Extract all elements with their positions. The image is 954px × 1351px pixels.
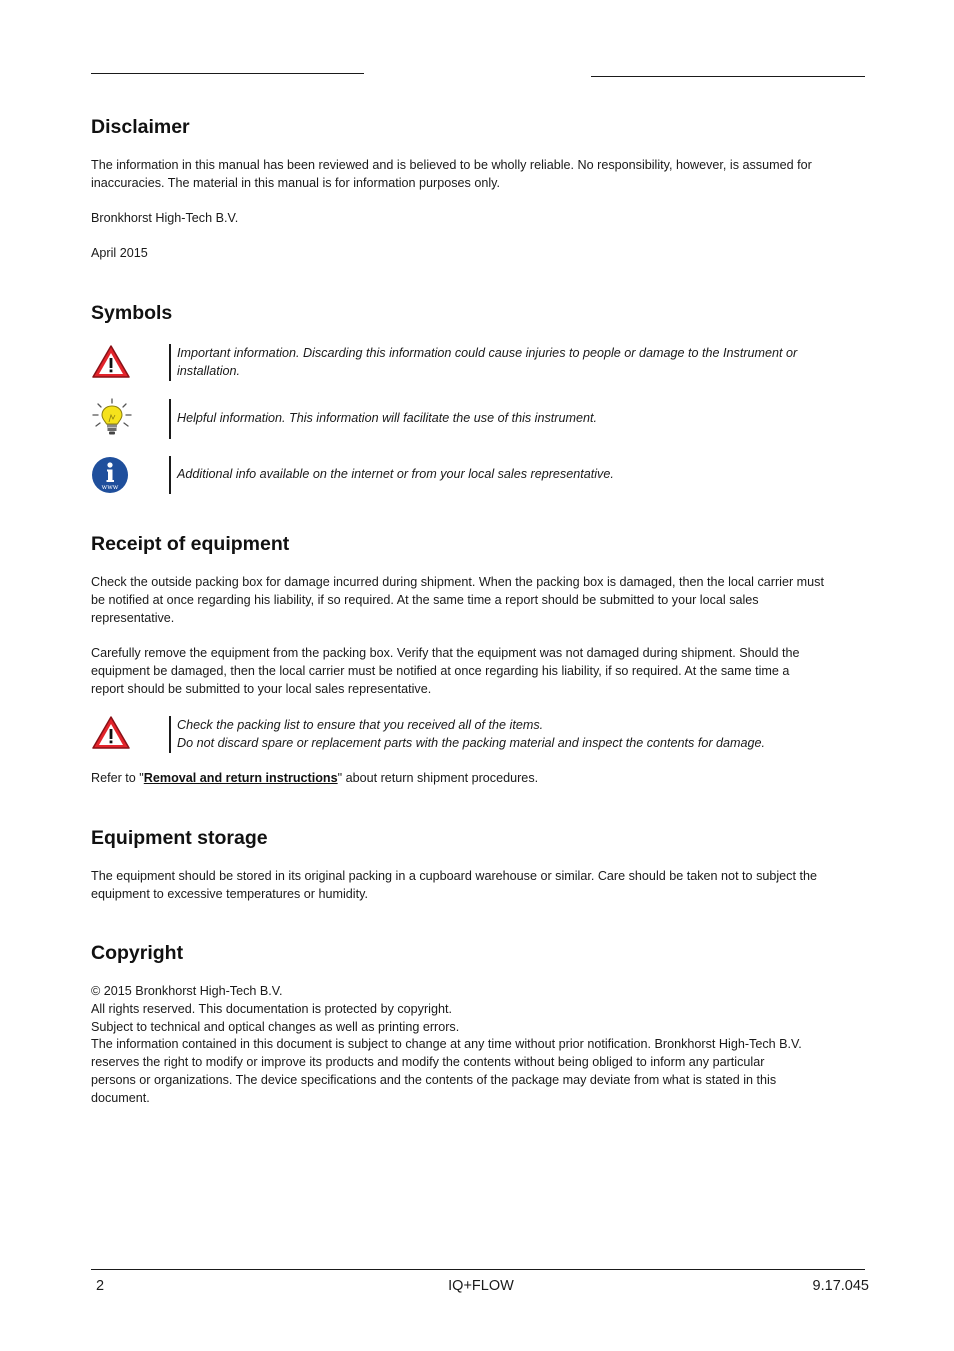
receipt-line: Check the outside packing box for damage incurred during shipment. When the packing box is damaged, then the local carrier must — [91, 575, 824, 589]
footer-rule — [91, 1269, 865, 1270]
important-note — [169, 344, 869, 381]
receipt-line: equipment be damaged, then the local carrier must be notified at once regarding his liability, if so required. At the same time a — [91, 663, 790, 678]
copyright-line: document. — [91, 1090, 150, 1105]
info-icon-www-label: www — [101, 483, 119, 491]
refer-text — [91, 770, 866, 788]
refer-prefix: Refer to " — [91, 771, 144, 785]
storage-line: The equipment should be stored in its original packing in a cupboard warehouse or similar. Care should be taken not to subject the — [91, 869, 817, 883]
receipt-line: Carefully remove the equipment from the packing box. Verify that the equipment was not damaged during shipment. Should the — [91, 646, 800, 660]
storage-heading: Equipment storage — [91, 827, 268, 849]
warning-triangle-icon — [91, 344, 131, 380]
page-number: 2 — [96, 1278, 105, 1294]
document-number: 9.17.045 — [812, 1278, 869, 1294]
copyright-line: reserves the right to modify or improve its products and modify the contents without being obliged to inform any particular — [91, 1055, 765, 1070]
disclaimer-date: April 2015 — [91, 246, 148, 260]
info-www-icon — [91, 456, 129, 494]
removal-return-link[interactable]: Removal and return instructions — [143, 771, 338, 785]
receipt-heading: Receipt of equipment — [91, 533, 290, 555]
packing-note-line: Do not discard spare or replacement parts with the packing material and inspect the contents for damage. — [177, 735, 766, 750]
important-note-line: installation. — [177, 363, 241, 378]
copyright-text — [91, 983, 866, 1108]
receipt-paragraph-1 — [91, 574, 866, 627]
receipt-paragraph-2 — [91, 645, 866, 698]
disclaimer-company: Bronkhorst High-Tech B.V. — [91, 211, 239, 225]
additional-note — [169, 456, 869, 494]
copyright-line: Subject to technical and optical changes as well as printing errors. — [91, 1019, 460, 1034]
packing-note — [169, 716, 869, 753]
copyright-line: All rights reserved. This documentation is protected by copyright. — [91, 1001, 452, 1016]
product-name: IQ+FLOW — [448, 1278, 514, 1294]
copyright-line: The information contained in this document is subject to change at any time without prior notification. Bronkhorst High-Tech B.V. — [91, 1037, 802, 1052]
receipt-line: be notified at once regarding his liability, if so required. At the same time a report should be submitted to your local sales — [91, 592, 759, 607]
storage-line: equipment to excessive temperatures or humidity. — [91, 886, 368, 901]
helpful-note-text: Helpful information. This information will facilitate the use of this instrument. — [177, 411, 597, 426]
receipt-line: report should be submitted to your local sales representative. — [91, 681, 432, 696]
symbols-heading: Symbols — [91, 302, 173, 324]
receipt-line: representative. — [91, 610, 175, 625]
disclaimer-line: inaccuracies. The material in this manual is for information purposes only. — [91, 175, 501, 190]
refer-suffix: " about return shipment procedures. — [337, 771, 539, 785]
disclaimer-heading: Disclaimer — [91, 116, 190, 138]
helpful-note — [169, 399, 869, 439]
copyright-heading: Copyright — [91, 942, 184, 964]
storage-text — [91, 868, 866, 904]
warning-triangle-icon — [91, 715, 131, 751]
disclaimer-line: The information in this manual has been reviewed and is believed to be wholly reliable. No responsibility, however, is assumed for — [91, 158, 812, 172]
copyright-line: persons or organizations. The device specifications and the contents of the package may deviate from what is stated in this — [91, 1072, 777, 1087]
additional-note-text: Additional info available on the internet or from your local sales representative. — [177, 467, 614, 482]
header-rule-right — [591, 76, 865, 77]
important-note-line: Important information. Discarding this information could cause injuries to people or damage to the Instrument or — [177, 345, 798, 360]
disclaimer-text — [91, 157, 866, 193]
packing-note-line: Check the packing list to ensure that you received all of the items. — [177, 717, 544, 732]
lightbulb-icon — [90, 398, 134, 438]
header-rule-left — [91, 73, 364, 74]
copyright-line: © 2015 Bronkhorst High-Tech B.V. — [91, 984, 283, 998]
